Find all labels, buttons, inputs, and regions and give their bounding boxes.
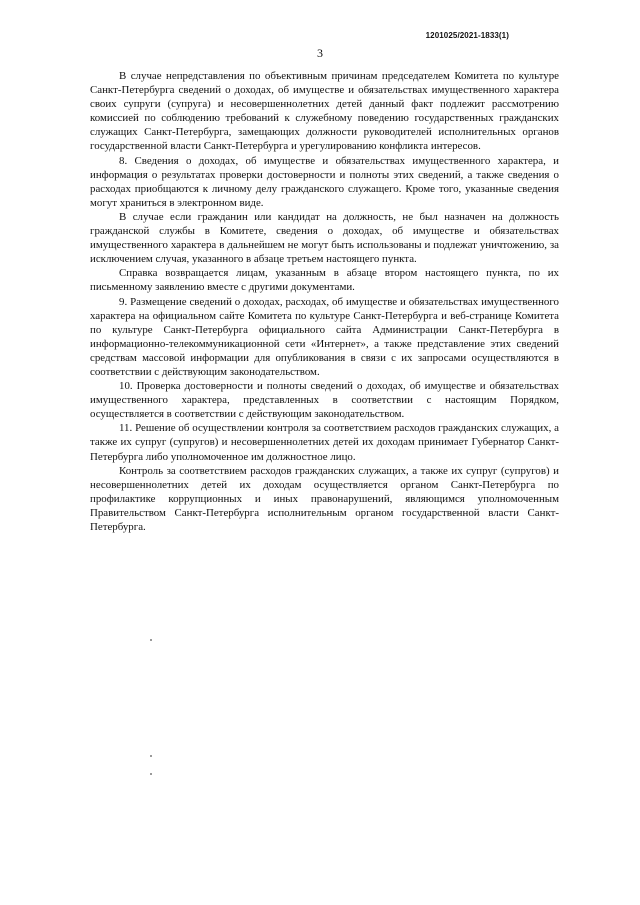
- page-number: 3: [317, 46, 323, 60]
- paragraph-item-10: 10. Проверка достоверности и полноты сведений о доходах, об имуществе и обязательствах имущественного характера, представленных в соответствии с настоящим Порядком, осуществляется в соответствии с действующим законодательством.: [90, 380, 559, 421]
- paragraph-not-appointed: В случае если гражданин или кандидат на должность, не был назначен на должность гражданской службы в Комитете, сведения о доходах, об имуществе и обязательствах имущественного характера в дальнейшем не могут быть использованы и подлежат уничтожению, за исключением случая, указанного в абзаце третьем настоящего пункта.: [90, 210, 559, 266]
- scan-speck: [150, 755, 152, 757]
- scan-speck: [150, 773, 152, 775]
- paragraph-certificate-return: Справка возвращается лицам, указанным в абзаце втором настоящего пункта, по их письменному заявлению вместе с другими документами.: [90, 267, 559, 294]
- document-body: [90, 69, 559, 534]
- paragraph-item-9: 9. Размещение сведений о доходах, расходах, об имуществе и обязательствах имущественного характера на официальном сайте Комитета по культуре Санкт-Петербурга и веб-странице Комитета по культуре Санкт-Петербурга официального сайта Администрации Санкт-Петербурга в информационно-телекоммуникационной сети «Интернет», а также представление этих сведений средствам массовой информации для опубликования в связи с их запросами осуществляются в соответствии с действующим законодательством.: [90, 295, 559, 378]
- document-id: 1201025/2021-1833(1): [425, 31, 509, 40]
- paragraph-item-8: 8. Сведения о доходах, об имуществе и обязательствах имущественного характера, и информация о результатах проверки достоверности и полноты этих сведений, а также сведения о расходах приобщаются к личному делу гражданского служащего. Кроме того, указанные сведения могут храниться в электронном виде.: [90, 154, 559, 209]
- scan-speck: [150, 639, 152, 641]
- paragraph-expense-control: Контроль за соответствием расходов гражданских служащих, а также их супруг (супругов) и несовершеннолетних детей их доходам осуществляется органом Санкт-Петербурга по профилактике коррупционных и иных правонарушений, являющимся уполномоченным Правительством Санкт-Петербурга исполнительным органом государственной власти Санкт-Петербурга.: [90, 464, 559, 533]
- paragraph-item-11: 11. Решение об осуществлении контроля за соответствием расходов гражданских служащих, а также их супруг (супругов) и несовершеннолетних детей их доходам принимает Губернатор Санкт-Петербурга либо уполномоченное им должностное лицо.: [90, 422, 559, 463]
- paragraph-disclosure-failure: В случае непредставления по объективным причинам председателем Комитета по культуре Санкт-Петербурга сведений о доходах, об имуществе и обязательствах имущественного характера своих супруги (супруга) и несовершеннолетних детей данный факт подлежит рассмотрению комиссией по соблюдению требований к служебному поведению государственных гражданских служащих Санкт-Петербурга, замещающих должности руководителей исполнительных органов государственной власти Санкт-Петербурга и урегулированию конфликта интересов.: [90, 70, 559, 153]
